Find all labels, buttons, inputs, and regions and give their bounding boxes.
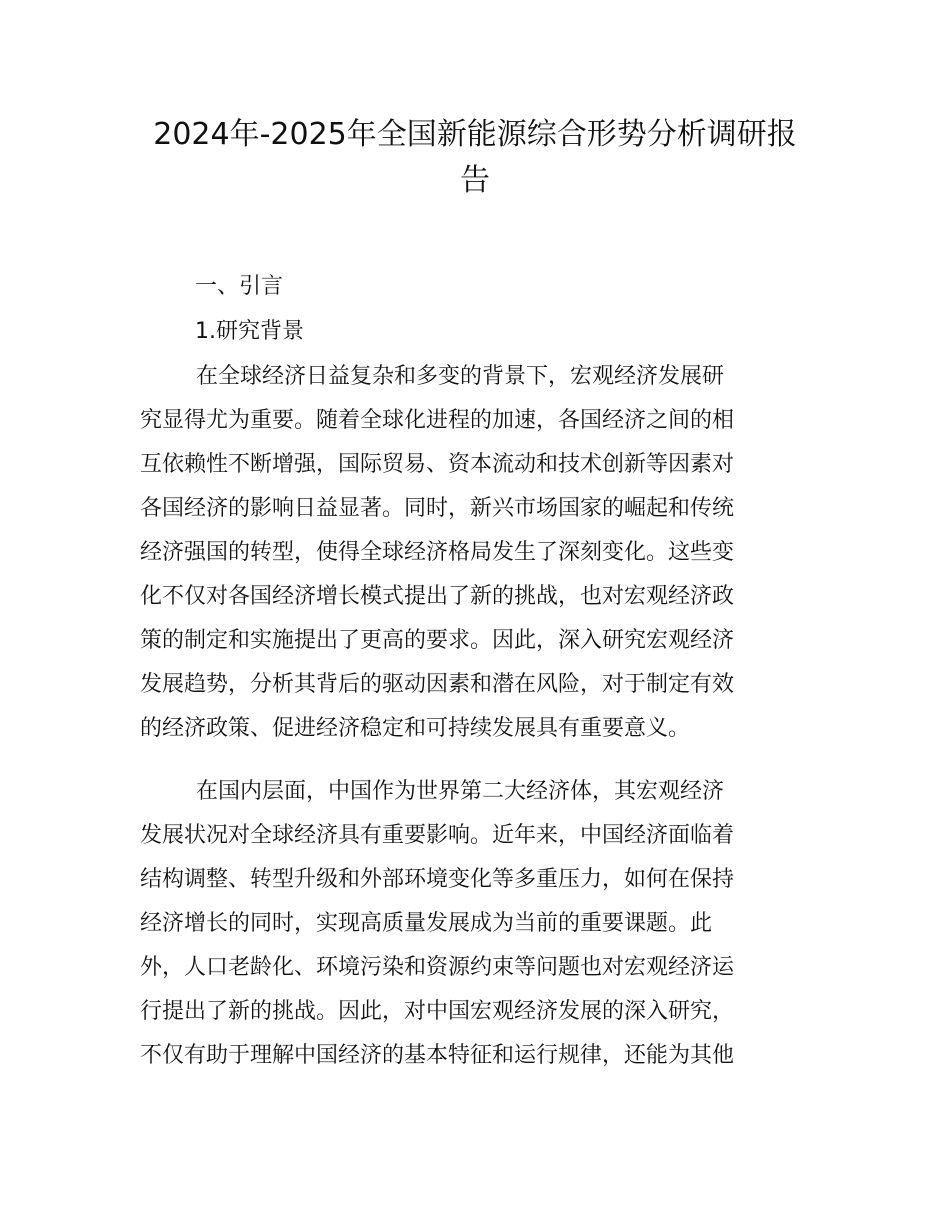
sub-heading-research-background: 1.研究背景 <box>195 319 304 344</box>
paragraph-line: 行提出了新的挑战。因此，对中国宏观经济发展的深入研究， <box>140 999 735 1024</box>
document-title <box>130 112 820 204</box>
paragraph-line: 外，人口老龄化、环境污染和资源约束等问题也对宏观经济运 <box>140 955 735 980</box>
title-line-2: 告 <box>460 163 490 198</box>
paragraph-line: 经济增长的同时，实现高质量发展成为当前的重要课题。此 <box>140 911 713 936</box>
paragraph-line: 策的制定和实施提出了更高的要求。因此，深入研究宏观经济 <box>140 628 735 653</box>
paragraph-line: 究显得尤为重要。随着全球化进程的加速，各国经济之间的相 <box>140 408 735 433</box>
paragraph-line: 在全球经济日益复杂和多变的背景下，宏观经济发展研 <box>196 364 725 389</box>
paragraph-line: 发展状况对全球经济具有重要影响。近年来，中国经济面临着 <box>140 823 735 848</box>
paragraph-line: 的经济政策、促进经济稳定和可持续发展具有重要意义。 <box>140 716 691 741</box>
paragraph-line: 结构调整、转型升级和外部环境变化等多重压力，如何在保持 <box>140 867 735 892</box>
title-line-1: 2024年-2025年全国新能源综合形势分析调研报 <box>153 117 797 152</box>
paragraph-line: 在国内层面，中国作为世界第二大经济体，其宏观经济 <box>196 779 725 804</box>
paragraph-line: 化不仅对各国经济增长模式提出了新的挑战，也对宏观经济政 <box>140 584 735 609</box>
paragraph-line: 各国经济的影响日益显著。同时，新兴市场国家的崛起和传统 <box>140 496 735 521</box>
paragraph-2 <box>140 770 820 1078</box>
paragraph-1 <box>140 355 820 751</box>
paragraph-line: 互依赖性不断增强，国际贸易、资本流动和技术创新等因素对 <box>140 452 735 477</box>
paragraph-line: 发展趋势，分析其背后的驱动因素和潜在风险，对于制定有效 <box>140 672 735 697</box>
section-heading-introduction: 一、引言 <box>195 274 284 299</box>
paragraph-line: 经济强国的转型，使得全球经济格局发生了深刻变化。这些变 <box>140 540 735 565</box>
paragraph-line: 不仅有助于理解中国经济的基本特征和运行规律，还能为其他 <box>140 1043 735 1068</box>
